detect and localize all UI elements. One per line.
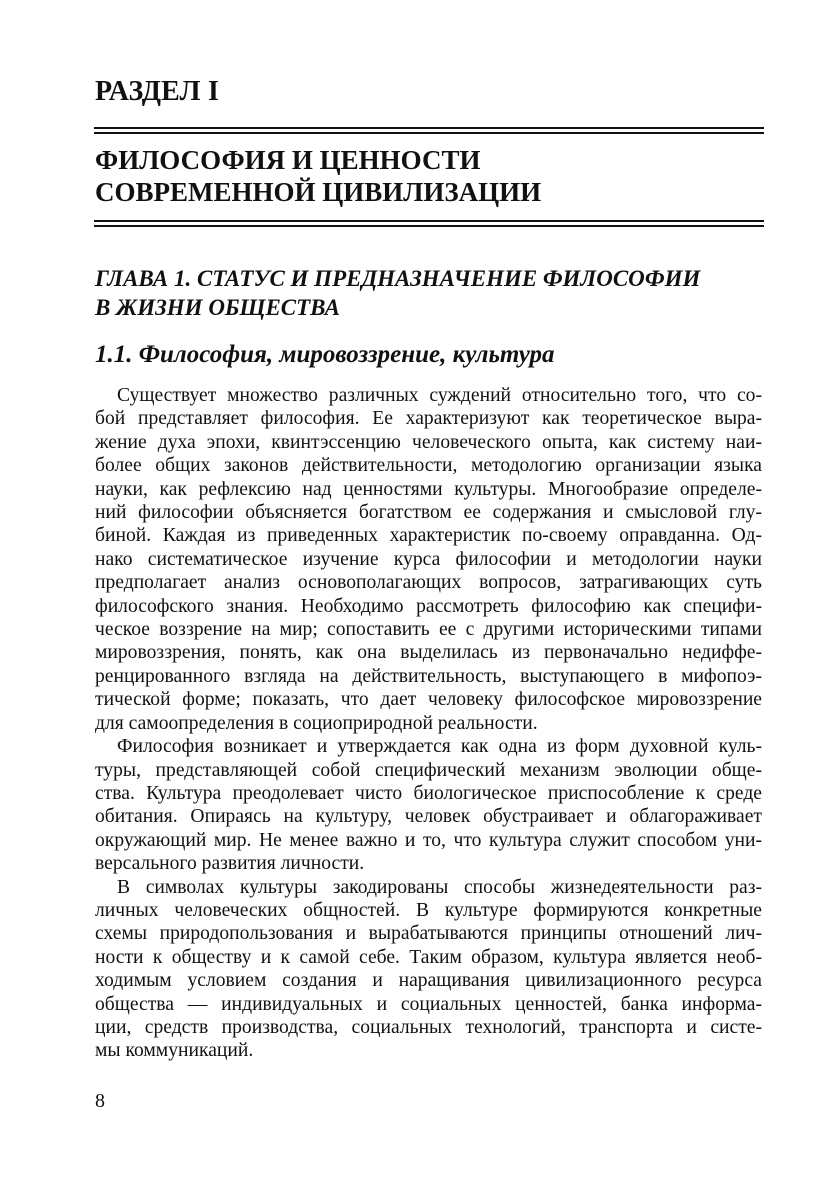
- text-line: личных человеческих общностей. В культуре формируются конкретные: [95, 899, 762, 921]
- text-line: Существует множество различных суждений относительно того, что со-: [117, 385, 762, 406]
- text-line: биной. Каждая из приведенных характеристик по-своему оправданна. Од-: [95, 525, 762, 547]
- section-label: РАЗДЕЛ I: [95, 76, 220, 107]
- text-line: науки, как рефлексию над ценностями культуры. Многообразие определе-: [95, 478, 762, 500]
- chapter-title: [95, 264, 700, 322]
- chapter-title-line: ГЛАВА 1. СТАТУС И ПРЕДНАЗНАЧЕНИЕ ФИЛОСОФИИ: [95, 266, 701, 291]
- text-line: ренцированного взгляда на действительность, выступающего в мифопоэ-: [95, 665, 762, 687]
- subsection-title: 1.1. Философия, мировоззрение, культура: [95, 341, 555, 368]
- text-line: ческое воззрение на мир; сопоставить ее с другими историческими типами: [95, 619, 762, 641]
- text-line: мы коммуникаций.: [95, 1040, 254, 1062]
- section-title-line: ФИЛОСОФИЯ И ЦЕННОСТИ: [95, 145, 481, 175]
- body-text: [95, 384, 762, 1063]
- text-line: туры, представляющей собой специфический механизм эволюции обще-: [95, 759, 762, 781]
- text-line: окружающий мир. Не менее важно и то, что культура служит способом уни-: [95, 829, 762, 851]
- text-line: обитания. Опираясь на культуру, человек обустраивает и облагораживает: [95, 806, 762, 828]
- page-number: 8: [95, 1090, 105, 1112]
- double-rule-bottom: [94, 220, 764, 227]
- text-line: Философия возникает и утверждается как одна из форм духовной куль-: [117, 736, 762, 758]
- text-line: ности к обществу и к самой себе. Таким образом, культура является необ-: [95, 946, 762, 968]
- chapter-title-line: В ЖИЗНИ ОБЩЕСТВА: [95, 295, 340, 320]
- text-line: философского знания. Необходимо рассмотреть философию как специфи-: [95, 595, 762, 617]
- text-line: ства. Культура преодолевает чисто биологическое приспособление к среде: [95, 782, 762, 804]
- text-line: ходимым условием создания и наращивания цивилизационного ресурса: [95, 970, 762, 992]
- text-line: для самоопределения в социоприродной реальности.: [95, 712, 538, 734]
- text-line: версального развития личности.: [95, 853, 365, 875]
- text-line: нако систематическое изучение курса философии и методологии науки: [95, 548, 762, 570]
- text-line: общества — индивидуальных и социальных ценностей, банка информа-: [95, 993, 762, 1015]
- text-line: ний философии объясняется богатством ее содержания и смысловой глу-: [95, 502, 762, 524]
- text-line: ции, средств производства, социальных технологий, транспорта и систе-: [95, 1016, 762, 1038]
- text-line: более общих законов действительности, методологию организации языка: [95, 455, 762, 477]
- text-line: мировоззрения, понять, как она выделилась из первоначально недиффе-: [95, 642, 762, 664]
- section-title-line: СОВРЕМЕННОЙ ЦИВИЛИЗАЦИИ: [95, 177, 542, 207]
- double-rule-top: [94, 127, 764, 134]
- text-line: схемы природопользования и вырабатываются принципы отношений лич-: [95, 923, 762, 945]
- text-line: предполагает анализ основополагающих вопросов, затрагивающих суть: [95, 572, 762, 594]
- text-line: бой представляет философия. Ее характеризуют как теоретическое выра-: [95, 408, 762, 430]
- section-title: [95, 144, 541, 208]
- text-line: жение духа эпохи, квинтэссенцию человеческого опыта, как систему наи-: [95, 431, 762, 453]
- text-line: тической форме; показать, что дает человеку философское мировоззрение: [95, 689, 762, 711]
- text-line: В символах культуры закодированы способы жизнедеятельности раз-: [117, 876, 762, 898]
